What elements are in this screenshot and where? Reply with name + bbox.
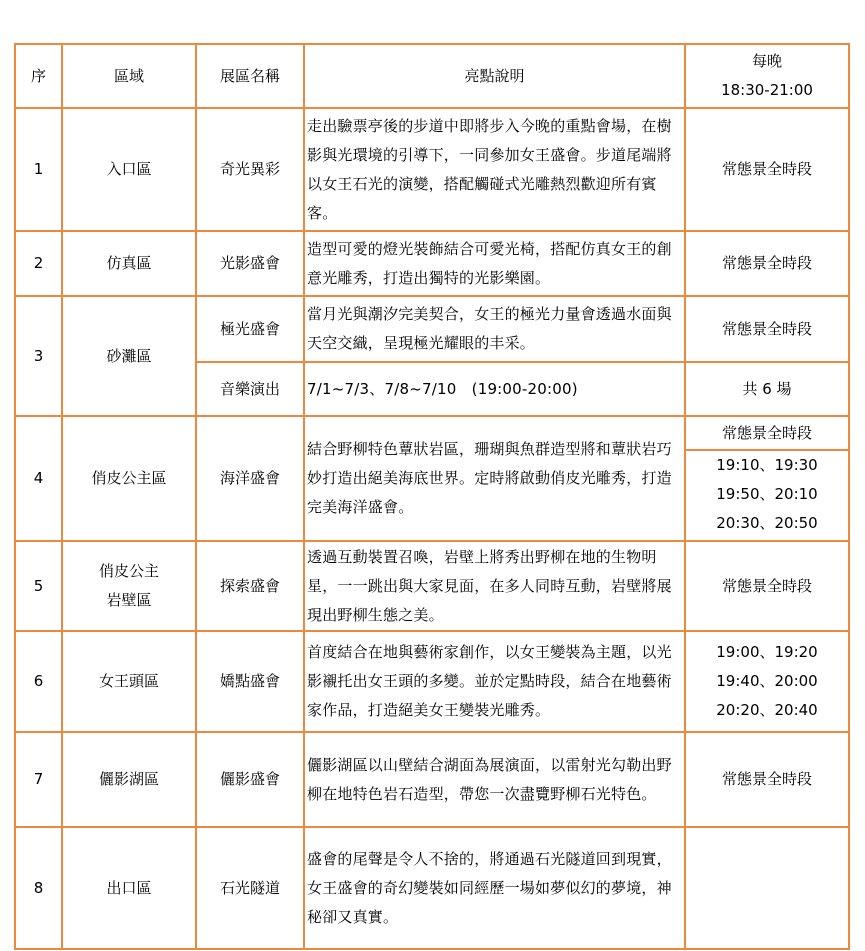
row-seq: 3 [15, 296, 62, 416]
row-sub-exhibit: 音樂演出 [196, 362, 304, 416]
row-seq: 8 [15, 827, 62, 949]
table-row [15, 416, 849, 541]
row-time-regular: 常態景全時段 [686, 419, 848, 451]
row-time [685, 631, 849, 732]
row-description: 首度結合在地與藝術家創作，以女王變裝為主題，以光影襯托出女王頭的多變。並於定點時段，結合在地藝術家作品，打造絕美女王變裝光雕秀。 [304, 631, 685, 732]
row-time-slot: 19:10、19:30 [716, 456, 818, 474]
row-exhibit: 奇光異彩 [196, 108, 304, 231]
schedule-table [14, 43, 850, 950]
row-time-slot: 19:40、20:00 [716, 672, 818, 690]
row-area-line1: 俏皮公主 [98, 562, 159, 580]
row-seq: 7 [15, 732, 62, 827]
row-seq: 1 [15, 108, 62, 231]
table-row [15, 108, 849, 231]
row-description: 造型可愛的燈光裝飾結合可愛光椅，搭配仿真女王的創意光雕秀，打造出獨特的光影樂園。 [304, 231, 685, 296]
header-seq: 序 [15, 44, 62, 108]
row-area [62, 541, 196, 631]
row-area-line2: 岩壁區 [106, 591, 152, 609]
row-time: 常態景全時段 [685, 732, 849, 827]
row-description: 結合野柳特色蕈狀岩區，珊瑚與魚群造型將和蕈狀岩巧妙打造出絕美海底世界。定時將啟動俏皮光雕秀，打造完美海洋盛會。 [304, 416, 685, 541]
row-time: 常態景全時段 [685, 296, 849, 362]
row-time: 常態景全時段 [685, 541, 849, 631]
row-sub-description: 7/1~7/3、7/8~7/10 (19:00-20:00) [304, 362, 685, 416]
table-row [15, 541, 849, 631]
header-time-line2: 18:30-21:00 [721, 81, 813, 99]
row-area: 儷影湖區 [62, 732, 196, 827]
row-area: 出口區 [62, 827, 196, 949]
row-description: 透過互動裝置召喚，岩壁上將秀出野柳在地的生物明星，一一跳出與大家見面，在多人同時互動，岩壁將展現出野柳生態之美。 [304, 541, 685, 631]
header-time-line1: 每晚 [751, 52, 782, 70]
table-row [15, 631, 849, 732]
row-time [685, 416, 849, 541]
header-row [15, 44, 849, 108]
header-highlight: 亮點說明 [304, 44, 685, 108]
row-description: 儷影湖區以山壁結合湖面為展演面，以雷射光勾勒出野柳在地特色岩石造型，帶您一次盡覽野柳石光特色。 [304, 732, 685, 827]
row-seq: 6 [15, 631, 62, 732]
row-area: 入口區 [62, 108, 196, 231]
row-exhibit: 光影盛會 [196, 231, 304, 296]
row-seq: 5 [15, 541, 62, 631]
row-time-slot: 20:30、20:50 [716, 514, 818, 532]
row-time-slot: 20:20、20:40 [716, 701, 818, 719]
row-sub-time: 共 6 場 [685, 362, 849, 416]
table-row [15, 732, 849, 827]
row-exhibit: 極光盛會 [196, 296, 304, 362]
header-exhibit: 展區名稱 [196, 44, 304, 108]
row-area: 砂灘區 [62, 296, 196, 416]
row-time [685, 827, 849, 949]
row-time-slot: 19:50、20:10 [716, 485, 818, 503]
row-exhibit: 石光隧道 [196, 827, 304, 949]
table-row [15, 827, 849, 949]
row-area: 女王頭區 [62, 631, 196, 732]
row-exhibit: 嬌點盛會 [196, 631, 304, 732]
header-area: 區域 [62, 44, 196, 108]
row-seq: 2 [15, 231, 62, 296]
row-time: 常態景全時段 [685, 231, 849, 296]
row-exhibit: 探索盛會 [196, 541, 304, 631]
row-description: 走出驗票亭後的步道中即將步入今晚的重點會場，在樹影與光環境的引導下，一同參加女王盛會。步道尾端將以女王石光的演變，搭配觸碰式光雕熱烈歡迎所有賓客。 [304, 108, 685, 231]
header-time [685, 44, 849, 108]
row-time: 常態景全時段 [685, 108, 849, 231]
row-exhibit: 海洋盛會 [196, 416, 304, 541]
row-area: 仿真區 [62, 231, 196, 296]
row-area: 俏皮公主區 [62, 416, 196, 541]
table-row [15, 296, 849, 362]
row-time-slot: 19:00、19:20 [716, 643, 818, 661]
row-exhibit: 儷影盛會 [196, 732, 304, 827]
row-description: 當月光與潮汐完美契合，女王的極光力量會透過水面與天空交織，呈現極光耀眼的丰采。 [304, 296, 685, 362]
row-seq: 4 [15, 416, 62, 541]
row-description: 盛會的尾聲是令人不捨的，將通過石光隧道回到現實，女王盛會的奇幻變裝如同經歷一場如夢似幻的夢境，神秘卻又真實。 [304, 827, 685, 949]
table-row [15, 231, 849, 296]
